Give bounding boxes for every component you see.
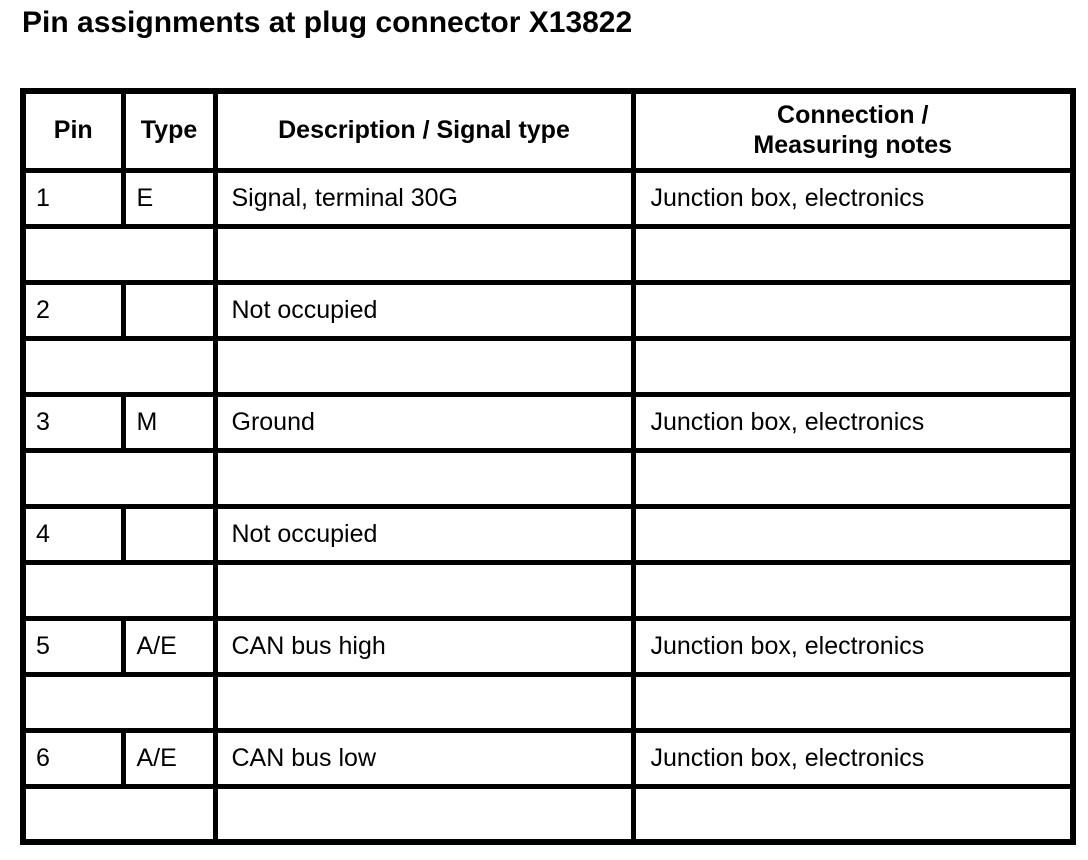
spacer-cell-pin-type: [23, 338, 215, 394]
column-header-connection-line2: Measuring notes: [753, 130, 953, 159]
table-row-pin-5: [23, 618, 1073, 674]
connection-cell: Junction box, electronics: [633, 730, 1073, 786]
spacer-cell-pin-type: [23, 450, 215, 506]
description-cell: Not occupied: [215, 506, 633, 562]
spacer-cell-pin-type: [23, 674, 215, 730]
pin-cell: 4: [23, 506, 123, 562]
spacer-cell-connection: [633, 226, 1073, 282]
spacer-cell-connection: [633, 786, 1073, 842]
table-row-pin-2: [23, 282, 1073, 338]
description-cell: Not occupied: [215, 282, 633, 338]
description-cell: Signal, terminal 30G: [215, 170, 633, 226]
spacer-row: [23, 786, 1073, 842]
column-header-connection: [633, 91, 1073, 170]
spacer-row: [23, 338, 1073, 394]
column-header-connection-line1: Connection /: [777, 101, 929, 130]
type-cell: M: [123, 394, 215, 450]
header-row: [23, 91, 1073, 170]
pin-cell: 5: [23, 618, 123, 674]
spacer-row: [23, 562, 1073, 618]
pin-cell: 2: [23, 282, 123, 338]
connection-cell: [633, 506, 1073, 562]
spacer-row: [23, 674, 1073, 730]
connection-cell: Junction box, electronics: [633, 618, 1073, 674]
spacer-row: [23, 226, 1073, 282]
pin-assignment-table: [20, 88, 1076, 845]
pin-cell: 1: [23, 170, 123, 226]
pin-cell: 3: [23, 394, 123, 450]
connection-cell: Junction box, electronics: [633, 170, 1073, 226]
pin-cell: 6: [23, 730, 123, 786]
spacer-cell-pin-type: [23, 226, 215, 282]
connection-cell: Junction box, electronics: [633, 394, 1073, 450]
page-title: Pin assignments at plug connector X13822: [22, 6, 633, 39]
spacer-row: [23, 450, 1073, 506]
spacer-cell-connection: [633, 450, 1073, 506]
table-row-pin-3: [23, 394, 1073, 450]
type-cell: A/E: [123, 730, 215, 786]
type-cell: [123, 282, 215, 338]
spacer-cell-connection: [633, 674, 1073, 730]
type-cell: A/E: [123, 618, 215, 674]
spacer-cell-description: [215, 450, 633, 506]
spacer-cell-connection: [633, 338, 1073, 394]
spacer-cell-description: [215, 562, 633, 618]
spacer-cell-description: [215, 338, 633, 394]
spacer-cell-pin-type: [23, 562, 215, 618]
type-cell: [123, 506, 215, 562]
description-cell: CAN bus low: [215, 730, 633, 786]
column-header-type: Type: [123, 91, 215, 170]
table-row-pin-4: [23, 506, 1073, 562]
spacer-cell-description: [215, 674, 633, 730]
column-header-description: Description / Signal type: [215, 91, 633, 170]
spacer-cell-description: [215, 786, 633, 842]
table-row-pin-1: [23, 170, 1073, 226]
spacer-cell-description: [215, 226, 633, 282]
table-row-pin-6: [23, 730, 1073, 786]
description-cell: Ground: [215, 394, 633, 450]
column-header-pin: Pin: [23, 91, 123, 170]
connection-cell: [633, 282, 1073, 338]
spacer-cell-connection: [633, 562, 1073, 618]
description-cell: CAN bus high: [215, 618, 633, 674]
type-cell: E: [123, 170, 215, 226]
spacer-cell-pin-type: [23, 786, 215, 842]
